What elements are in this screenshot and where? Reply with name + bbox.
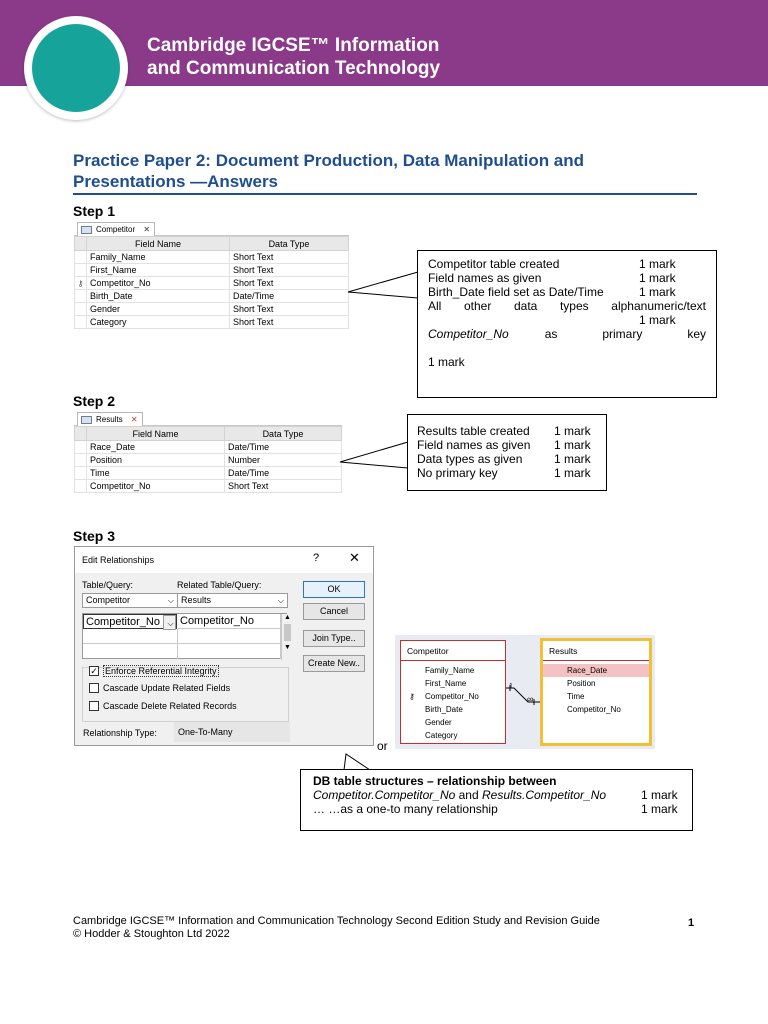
table-query-select[interactable]: Competitor ⌵ — [82, 593, 178, 608]
table-row[interactable] — [75, 480, 342, 493]
tab-competitor[interactable] — [77, 222, 155, 236]
data-type-cell[interactable]: Date/Time — [225, 441, 342, 454]
close-icon[interactable]: ✕ — [143, 225, 151, 234]
table-row[interactable] — [75, 251, 349, 264]
table-box-field[interactable]: Birth_Date — [425, 705, 463, 714]
row-selector[interactable] — [75, 480, 87, 493]
callout-heading: DB table structures – relationship between — [313, 774, 557, 788]
row-selector[interactable] — [75, 454, 87, 467]
data-type-cell[interactable]: Short Text — [230, 316, 349, 329]
scroll-up-icon[interactable]: ▲ — [284, 614, 291, 621]
chevron-down-icon: ⌵ — [167, 596, 174, 605]
row-selector[interactable] — [75, 264, 87, 277]
field-name-cell[interactable]: Competitor_No — [87, 480, 225, 493]
table-header-row — [75, 237, 349, 251]
data-type-cell[interactable]: Number — [225, 454, 342, 467]
step3-callout — [300, 769, 693, 831]
table-box-field[interactable]: Family_Name — [425, 666, 475, 675]
row-selector-header — [75, 427, 87, 441]
page-title-line2: Presentations —Answers — [73, 172, 279, 191]
row-selector[interactable] — [75, 467, 87, 480]
table-box-field[interactable]: Gender — [425, 718, 452, 727]
table-box-field[interactable]: Position — [567, 679, 596, 688]
callout-line: No primary key 1 mark — [417, 466, 591, 480]
callout-line: Field names as given 1 mark — [417, 438, 591, 452]
col-header-field-name: Field Name — [87, 237, 230, 251]
col-header-field-name: Field Name — [87, 427, 225, 441]
step1-callout — [417, 250, 717, 398]
checkbox-icon[interactable] — [89, 683, 99, 693]
table-row[interactable] — [75, 467, 342, 480]
close-icon[interactable]: ✕ — [349, 550, 360, 565]
tab-results[interactable] — [77, 412, 143, 426]
step3-heading: Step 3 — [73, 528, 116, 544]
title-divider — [73, 193, 697, 195]
empty-field-cell[interactable] — [83, 644, 178, 659]
table-row[interactable] — [75, 277, 349, 290]
step1-heading: Step 1 — [73, 203, 116, 219]
table-row[interactable] — [75, 303, 349, 316]
table-query-label: Table/Query: — [82, 580, 134, 590]
tab-results-label: Results — [96, 415, 123, 424]
dialog-titlebar — [75, 547, 373, 573]
table-box-field[interactable]: Category — [425, 731, 458, 740]
table-row[interactable] — [75, 316, 349, 329]
cascade-delete-checkbox[interactable]: Cascade Delete Related Records — [89, 701, 237, 711]
chevron-down-icon[interactable]: ⌵ — [163, 615, 176, 630]
cancel-button[interactable]: Cancel — [303, 603, 365, 620]
row-selector[interactable] — [75, 290, 87, 303]
field-name-cell[interactable]: Position — [87, 454, 225, 467]
book-title-line1: Cambridge IGCSE™ Information — [147, 35, 440, 56]
related-table-label: Related Table/Query: — [177, 580, 262, 590]
right-field-select[interactable]: Competitor_No — [178, 614, 281, 629]
field-name-cell[interactable]: Competitor_No — [87, 277, 230, 290]
relationship-diagram — [395, 635, 655, 749]
table-row[interactable] — [75, 264, 349, 277]
callout-line: Birth_Date field set as Date/Time 1 mark — [428, 285, 676, 299]
row-selector[interactable] — [75, 303, 87, 316]
help-icon[interactable]: ? — [313, 552, 320, 564]
edit-relationships-dialog — [74, 546, 374, 746]
col-header-data-type: Data Type — [225, 427, 342, 441]
relationship-type-label: Relationship Type: — [83, 728, 157, 738]
callout-line: All other data types alphanumeric/text — [428, 299, 706, 313]
table-box-title: Competitor — [401, 641, 505, 661]
data-type-cell[interactable]: Short Text — [230, 303, 349, 316]
competitor-table-box[interactable] — [400, 640, 506, 744]
tab-competitor-label: Competitor — [96, 225, 136, 234]
book-title-line2: and Communication Technology — [147, 58, 441, 79]
table-box-field[interactable]: Time — [567, 692, 585, 701]
book-title — [147, 34, 440, 80]
row-selector[interactable] — [75, 251, 87, 264]
ok-button[interactable]: OK — [303, 581, 365, 598]
page-title — [73, 150, 693, 192]
scroll-down-icon[interactable]: ▼ — [284, 644, 291, 651]
table-icon — [81, 226, 92, 234]
callout-mark: 1 mark — [639, 313, 676, 327]
footer-copyright: © Hodder & Stoughton Ltd 2022 — [73, 928, 230, 940]
table-row[interactable] — [75, 441, 342, 454]
table-box-field[interactable]: ⚷ Competitor_No — [409, 692, 479, 701]
callout-line: Competitor_No as primary key — [428, 327, 706, 341]
left-field-select[interactable]: Competitor_No — [83, 614, 177, 629]
field-name-cell[interactable]: Race_Date — [87, 441, 225, 454]
results-tabstrip — [74, 412, 342, 426]
field-name-cell[interactable]: Family_Name — [87, 251, 230, 264]
one-side-label: 1 — [509, 683, 513, 690]
results-table-box[interactable] — [540, 638, 652, 746]
cascade-update-checkbox[interactable]: Cascade Update Related Fields — [89, 683, 230, 693]
callout-pointer — [338, 440, 412, 470]
results-field-table — [74, 426, 342, 493]
many-side-label: ∞ — [527, 694, 534, 704]
results-design-grid — [74, 412, 342, 492]
scroll-thumb[interactable] — [284, 624, 291, 641]
step2-heading: Step 2 — [73, 393, 116, 409]
callout-line: Results table created 1 mark — [417, 424, 591, 438]
row-selector-header — [75, 237, 87, 251]
callout-line: Competitor.Competitor_No and Results.Competitor_No 1 mark — [313, 788, 678, 802]
field-mapping-grid — [82, 613, 291, 659]
dialog-title: Edit Relationships — [82, 555, 155, 565]
chevron-down-icon: ⌵ — [277, 596, 284, 605]
row-selector[interactable] — [75, 441, 87, 454]
page-title-line1: Practice Paper 2: Document Production, Data Manipulation and — [73, 151, 585, 170]
callout-line: Competitor table created 1 mark — [428, 257, 676, 271]
data-type-cell[interactable]: Date/Time — [225, 467, 342, 480]
primary-key-icon: ⚷ — [409, 692, 415, 701]
related-table-select[interactable]: Results ⌵ — [177, 593, 288, 608]
table-box-field[interactable]: First_Name — [425, 679, 467, 688]
data-type-cell[interactable]: Short Text — [230, 277, 349, 290]
table-box-field[interactable]: Competitor_No — [567, 705, 621, 714]
table-box-title: Results — [543, 641, 649, 661]
table-header-row — [75, 427, 342, 441]
callout-pointer — [346, 270, 422, 300]
table-row[interactable] — [75, 290, 349, 303]
vertical-scrollbar[interactable] — [281, 614, 293, 660]
row-selector[interactable] — [75, 316, 87, 329]
join-type-button[interactable]: Join Type.. — [303, 630, 365, 647]
data-type-cell[interactable]: Short Text — [230, 264, 349, 277]
create-new-button[interactable]: Create New.. — [303, 655, 365, 672]
data-type-cell[interactable]: Date/Time — [230, 290, 349, 303]
callout-line: Field names as given 1 mark — [428, 271, 676, 285]
field-name-cell[interactable]: Category — [87, 316, 230, 329]
empty-field-cell[interactable] — [178, 629, 281, 644]
field-name-cell[interactable]: Birth_Date — [87, 290, 230, 303]
competitor-field-table — [74, 236, 349, 329]
competitor-tabstrip — [74, 222, 349, 236]
footer — [73, 915, 643, 941]
primary-key-icon[interactable]: ⚷ — [75, 277, 87, 290]
field-name-cell[interactable]: Time — [87, 467, 225, 480]
or-label: or — [377, 739, 388, 753]
relationship-type-value: One-To-Many — [174, 722, 290, 742]
page-number: 1 — [688, 917, 695, 929]
table-box-field[interactable]: Race_Date — [543, 664, 649, 677]
enforce-integrity-checkbox[interactable]: ✓ Enforce Referential Integrity — [90, 666, 217, 676]
data-type-cell[interactable]: Short Text — [225, 480, 342, 493]
footer-book-title: Cambridge IGCSE™ Information and Communication Technology Second Edition Study and Revision Guide — [73, 915, 600, 927]
step2-callout — [407, 414, 607, 491]
data-type-cell[interactable]: Short Text — [230, 251, 349, 264]
logo-disc — [32, 24, 120, 112]
empty-field-cell[interactable] — [178, 644, 281, 659]
empty-field-cell[interactable] — [83, 629, 178, 644]
col-header-data-type: Data Type — [230, 237, 349, 251]
competitor-design-grid — [74, 222, 349, 334]
table-icon — [81, 416, 92, 424]
checkbox-icon[interactable] — [89, 701, 99, 711]
close-icon[interactable]: ✕ — [130, 415, 138, 424]
table-row[interactable] — [75, 454, 342, 467]
callout-line: … …as a one-to many relationship 1 mark — [313, 802, 678, 816]
field-name-cell[interactable]: Gender — [87, 303, 230, 316]
callout-line: Data types as given 1 mark — [417, 452, 591, 466]
checkbox-checked-icon[interactable]: ✓ — [90, 666, 98, 676]
field-name-cell[interactable]: First_Name — [87, 264, 230, 277]
callout-mark: 1 mark — [428, 355, 465, 369]
